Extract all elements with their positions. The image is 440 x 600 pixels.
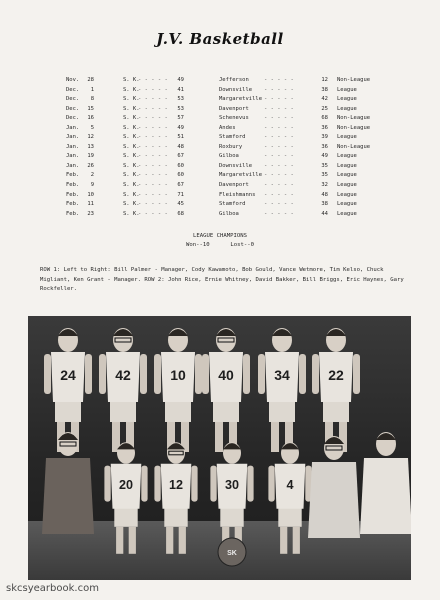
team-score: 51 <box>177 134 184 141</box>
player-arm <box>195 354 202 394</box>
game-month: Jan. <box>66 143 80 150</box>
jersey-number: 40 <box>218 367 234 383</box>
game-day: 12 <box>87 134 94 141</box>
player-arm <box>104 466 110 502</box>
game-type: Non-League <box>337 124 371 131</box>
dot-leader: - - - - - <box>138 143 168 150</box>
jersey-number: 42 <box>115 367 131 383</box>
team-photo <box>28 316 411 580</box>
dot-leader: - - - - - <box>138 153 168 160</box>
team-photo-image <box>28 316 411 580</box>
opponent-name: Jefferson <box>219 77 249 83</box>
team-name: S. K. <box>123 86 140 93</box>
opponent-name: Margaretville <box>219 96 263 103</box>
game-month: Dec. <box>66 115 80 122</box>
dot-leader: - - - - - <box>264 96 294 103</box>
game-type: League <box>337 172 357 179</box>
team-score: 68 <box>177 210 184 217</box>
dot-leader: - - - - - <box>138 134 168 141</box>
game-month: Feb. <box>66 191 80 198</box>
dot-leader: - - - - - <box>138 172 168 179</box>
opponent-score: 36 <box>321 124 328 131</box>
dot-leader: - - - - - <box>264 115 294 122</box>
player-shorts <box>55 400 81 422</box>
player-arm <box>85 354 92 394</box>
team-score: 53 <box>177 96 184 103</box>
team-name: S. K. <box>123 124 140 131</box>
player-shorts <box>269 400 295 422</box>
opponent-name: Roxbury <box>219 143 243 150</box>
opponent-name: Schenevus <box>219 115 249 122</box>
team-score: 67 <box>177 182 184 189</box>
opponent-name: Davenport <box>219 105 249 112</box>
player-shorts <box>323 400 349 422</box>
game-month: Nov. <box>66 77 80 83</box>
player-leg <box>271 422 279 452</box>
player-leg <box>116 527 123 554</box>
team-name: S. K. <box>123 105 140 112</box>
basketball-label: SK <box>227 550 237 557</box>
game-month: Dec. <box>66 86 80 93</box>
player-shorts <box>278 507 301 527</box>
game-type: League <box>337 134 357 141</box>
dot-leader: - - - - - <box>138 191 168 198</box>
league-champions-block <box>0 232 440 250</box>
footer-watermark: skcsyearbook.com <box>6 583 99 594</box>
opponent-name: Stamford <box>219 134 246 141</box>
dot-leader: - - - - - <box>264 191 294 198</box>
player-arm <box>154 466 160 502</box>
opponent-score: 38 <box>321 201 328 208</box>
player-arm <box>247 466 253 502</box>
game-type: Non-League <box>337 115 371 122</box>
game-type: Non-League <box>337 77 371 83</box>
game-day: 10 <box>87 191 94 198</box>
player-leg <box>215 422 223 452</box>
game-day: 2 <box>90 172 94 179</box>
game-month: Jan. <box>66 134 80 141</box>
opponent-score: 35 <box>321 172 328 179</box>
page-title: J.V. Basketball <box>156 30 284 48</box>
team-score: 60 <box>177 162 184 169</box>
opponent-name: Fleishmanns <box>219 191 256 198</box>
dot-leader: - - - - - <box>138 96 168 103</box>
dot-leader: - - - - - <box>264 153 294 160</box>
jersey-number: 4 <box>286 478 294 492</box>
player-shorts <box>110 400 136 422</box>
opponent-name: Downsville <box>219 162 253 169</box>
team-name: S. K. <box>123 191 140 198</box>
team-name: S. K. <box>123 153 140 160</box>
game-day: 26 <box>87 162 94 169</box>
dot-leader: - - - - - <box>138 77 168 83</box>
lost-record: Lost--0 <box>230 242 254 248</box>
game-type: League <box>337 182 357 189</box>
game-type: League <box>337 191 357 198</box>
player-shorts <box>165 400 191 422</box>
player-leg <box>179 527 186 554</box>
player-arm <box>202 354 209 394</box>
team-name: S. K. <box>123 77 140 83</box>
opponent-score: 42 <box>321 96 328 103</box>
dot-leader: - - - - - <box>264 134 294 141</box>
game-type: League <box>337 86 357 93</box>
won-record: Won--10 <box>186 242 210 248</box>
team-name: S. K. <box>123 143 140 150</box>
dot-leader: - - - - - <box>138 182 168 189</box>
game-day: 13 <box>87 143 94 150</box>
record-line <box>0 241 440 250</box>
team-name: S. K. <box>123 96 140 103</box>
player-arm <box>99 354 106 394</box>
player-leg <box>280 527 287 554</box>
dot-leader: - - - - - <box>264 201 294 208</box>
dot-leader: - - - - - <box>264 172 294 179</box>
jersey-number: 34 <box>274 367 290 383</box>
opponent-score: 68 <box>321 115 328 122</box>
dot-leader: - - - - - <box>138 86 168 93</box>
team-name: S. K. <box>123 210 140 217</box>
game-day: 11 <box>87 201 94 208</box>
photo-caption: ROW 1: Left to Right: Bill Palmer - Manager, Cody Kawamoto, Bob Gould, Vance Wetmore, Tim Kelso, Chuck Migliant, Ken Grant - Manager. ROW 2: John Rice, Ernie Whitney, David Bakker, Bill Briggs, Eric Haynes, Gary Rockfeller. <box>40 267 404 292</box>
jersey-number: 30 <box>224 478 240 492</box>
game-type: League <box>337 96 357 103</box>
team-name: S. K. <box>123 115 140 122</box>
team-score: 41 <box>177 86 184 93</box>
game-type: Non-League <box>337 143 371 150</box>
player-arm <box>268 466 274 502</box>
opponent-score: 35 <box>321 162 328 169</box>
game-day: 23 <box>87 210 94 217</box>
player-leg <box>166 527 173 554</box>
player-shorts <box>164 507 187 527</box>
jersey-number: 22 <box>328 367 344 383</box>
game-type: League <box>337 210 357 217</box>
player-shorts <box>220 507 243 527</box>
jersey-number: 20 <box>118 478 134 492</box>
opponent-score: 44 <box>321 210 328 217</box>
dot-leader: - - - - - <box>264 124 294 131</box>
dot-leader: - - - - - <box>138 210 168 217</box>
game-day: 8 <box>90 96 94 103</box>
game-day: 28 <box>87 77 94 83</box>
game-day: 19 <box>87 153 94 160</box>
game-type: League <box>337 105 357 112</box>
team-score: 49 <box>177 77 184 83</box>
player-arm <box>191 466 197 502</box>
opponent-score: 32 <box>321 182 328 189</box>
game-month: Feb. <box>66 182 80 189</box>
dot-leader: - - - - - <box>264 86 294 93</box>
opponent-name: Downsville <box>219 86 253 93</box>
dot-leader: - - - - - <box>264 162 294 169</box>
jersey-number: 10 <box>170 367 186 383</box>
team-score: 71 <box>177 191 184 198</box>
team-name: S. K. <box>123 201 140 208</box>
player-arm <box>210 466 216 502</box>
game-month: Feb. <box>66 172 80 179</box>
game-month: Feb. <box>66 201 80 208</box>
player-arm <box>140 354 147 394</box>
dot-leader: - - - - - <box>138 115 168 122</box>
dot-leader: - - - - - <box>264 143 294 150</box>
game-type: League <box>337 153 357 160</box>
game-month: Jan. <box>66 153 80 160</box>
dot-leader: - - - - - <box>138 162 168 169</box>
team-score: 45 <box>177 201 184 208</box>
player-shorts <box>114 507 137 527</box>
dot-leader: - - - - - <box>138 105 168 112</box>
player-leg <box>129 527 136 554</box>
player-arm <box>141 466 147 502</box>
team-score: 60 <box>177 172 184 179</box>
game-month: Jan. <box>66 162 80 169</box>
dot-leader: - - - - - <box>264 105 294 112</box>
player-arm <box>44 354 51 394</box>
jersey-number: 12 <box>168 478 184 492</box>
player-arm <box>299 354 306 394</box>
dot-leader: - - - - - <box>138 201 168 208</box>
team-score: 53 <box>177 105 184 112</box>
game-month: Jan. <box>66 124 80 131</box>
game-type: League <box>337 201 357 208</box>
opponent-score: 39 <box>321 134 328 141</box>
opponent-score: 36 <box>321 143 328 150</box>
person-clothes <box>308 462 360 538</box>
player-shorts <box>213 400 239 422</box>
opponent-name: Gilboa <box>219 153 239 160</box>
opponent-name: Margaretville <box>219 172 263 179</box>
person-clothes <box>42 458 94 534</box>
opponent-score: 38 <box>321 86 328 93</box>
dot-leader: - - - - - <box>264 182 294 189</box>
game-month: Feb. <box>66 210 80 217</box>
player-arm <box>243 354 250 394</box>
team-score: 48 <box>177 143 184 150</box>
opponent-score: 25 <box>321 105 328 112</box>
game-day: 9 <box>90 182 94 189</box>
person-clothes <box>360 458 411 534</box>
game-type: League <box>337 162 357 169</box>
game-month: Dec. <box>66 105 80 112</box>
opponent-name: Davenport <box>219 182 249 189</box>
team-score: 67 <box>177 153 184 160</box>
team-name: S. K. <box>123 182 140 189</box>
player-arm <box>258 354 265 394</box>
game-day: 15 <box>87 105 94 112</box>
opponent-score: 12 <box>321 77 328 83</box>
dot-leader: - - - - - <box>138 124 168 131</box>
dot-leader: - - - - - <box>264 77 294 83</box>
jersey-number: 24 <box>60 367 76 383</box>
team-score: 49 <box>177 124 184 131</box>
opponent-score: 48 <box>321 191 328 198</box>
game-month: Dec. <box>66 96 80 103</box>
player-arm <box>154 354 161 394</box>
player-arm <box>312 354 319 394</box>
game-day: 1 <box>90 86 94 93</box>
game-day: 5 <box>90 124 94 131</box>
dot-leader: - - - - - <box>264 210 294 217</box>
opponent-name: Andes <box>219 124 236 131</box>
champions-heading: LEAGUE CHAMPIONS <box>193 233 247 239</box>
team-name: S. K. <box>123 172 140 179</box>
player-leg <box>293 527 300 554</box>
opponent-score: 49 <box>321 153 328 160</box>
team-name: S. K. <box>123 162 140 169</box>
opponent-name: Stamford <box>219 201 246 208</box>
team-score: 57 <box>177 115 184 122</box>
opponent-name: Gilboa <box>219 210 239 217</box>
game-day: 16 <box>87 115 94 122</box>
team-name: S. K. <box>123 134 140 141</box>
player-arm <box>353 354 360 394</box>
